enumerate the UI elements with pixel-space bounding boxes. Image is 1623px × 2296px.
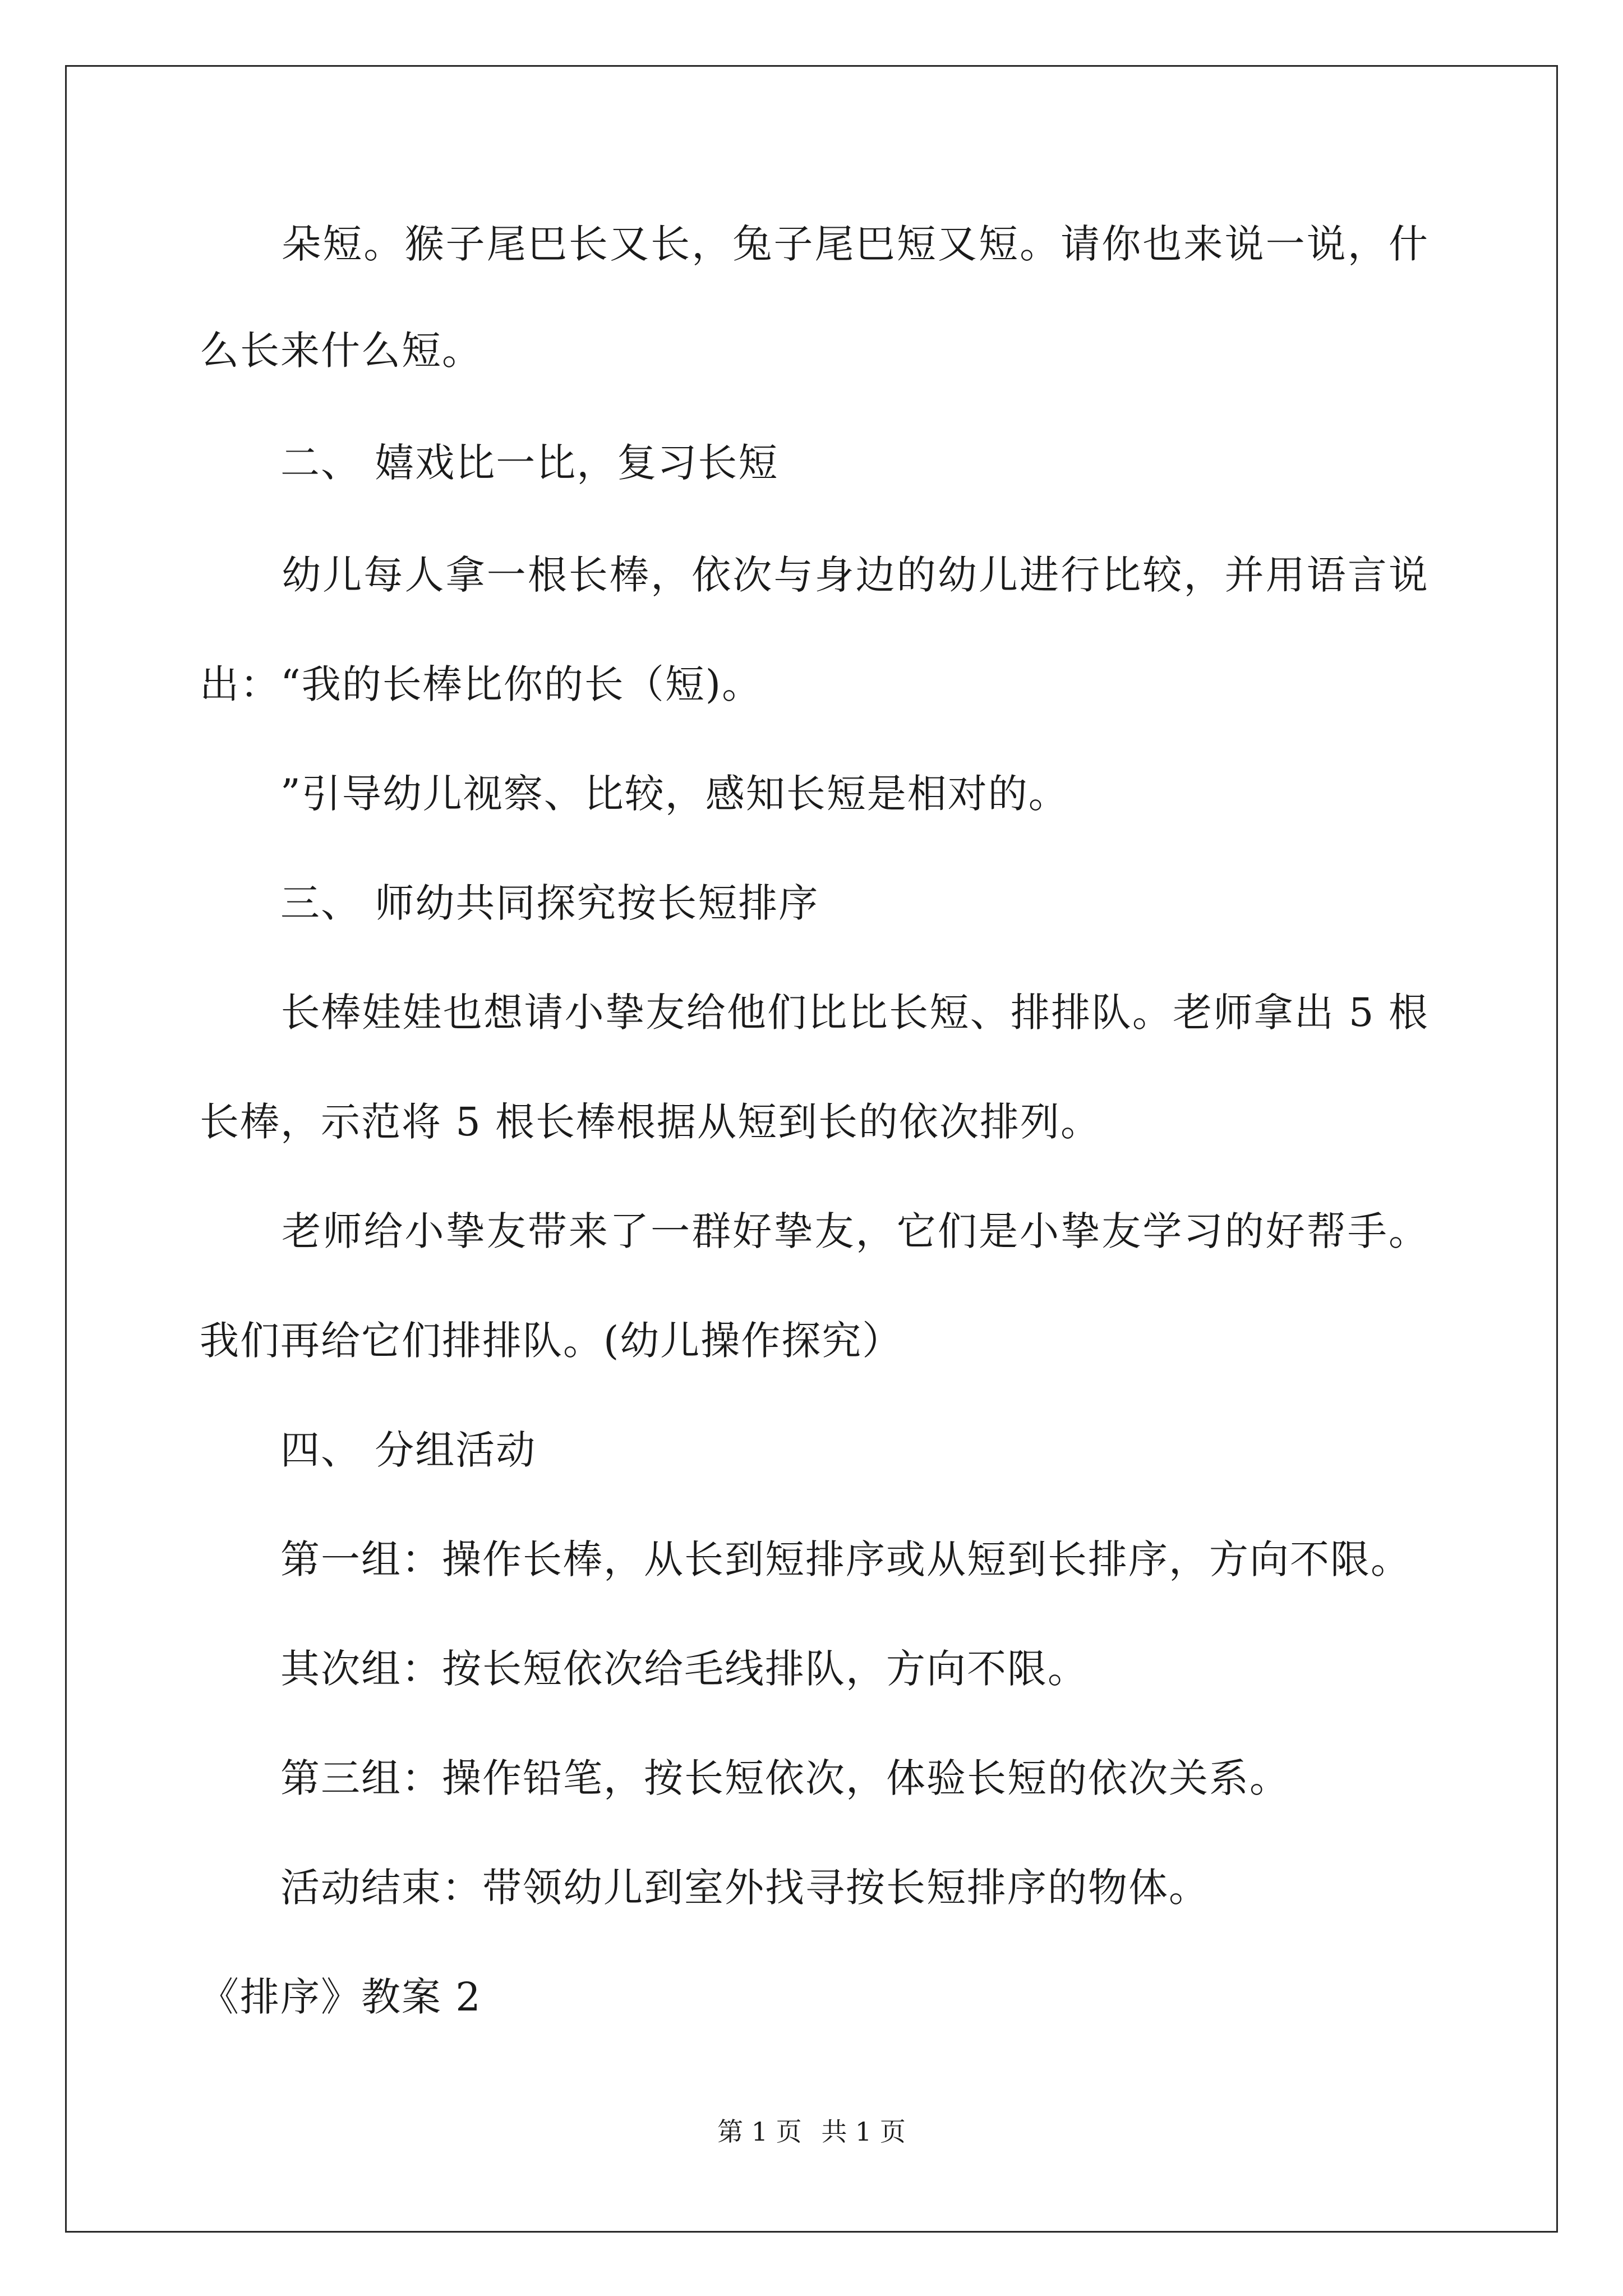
- paragraph-line-1: 朵短。猴子尾巴长又长，兔子尾巴短又短。请你也来说一说，什: [200, 221, 1429, 267]
- paragraph-line-4: 幼儿每人拿一根长棒，依次与身边的幼儿进行比较，并用语言说: [200, 552, 1429, 598]
- paragraph-line-16: 活动结束：带领幼儿到室外找寻按长短排序的物体。: [200, 1865, 1209, 1911]
- paragraph-line-15: 第三组：操作铅笔，按长短依次，体验长短的依次关系。: [200, 1755, 1290, 1801]
- section-heading-2: 二、 嬉戏比一比，复习长短: [200, 440, 779, 486]
- paragraph-line-14: 其次组：按长短依次给毛线排队，方向不限。: [200, 1646, 1088, 1692]
- page-footer: [0, 2115, 1623, 2148]
- page-total: 共 1 页: [821, 2116, 906, 2147]
- paragraph-line-9: 长棒，示范将 5 根长棒根据从短到长的依次排列。: [200, 1099, 1101, 1145]
- paragraph-line-2: 么长来什么短。: [200, 328, 482, 374]
- paragraph-line-13: 第一组：操作长棒，从长到短排序或从短到长排序，方向不限。: [200, 1536, 1411, 1582]
- paragraph-line-5: 出：“我的长棒比你的长（短)。: [200, 661, 763, 707]
- section-heading-3: 三、 师幼共同探究按长短排序: [200, 880, 819, 926]
- paragraph-line-6: ”引导幼儿视察、比较，感知长短是相对的。: [200, 771, 1069, 817]
- paragraph-line-11: 我们再给它们排排队。(幼儿操作探究）: [200, 1318, 903, 1364]
- document-subtitle: 《排序》教案 2: [200, 1974, 482, 2020]
- section-heading-4: 四、 分组活动: [200, 1427, 537, 1473]
- paragraph-line-10: 老师给小挚友带来了一群好挚友，它们是小挚友学习的好帮手。: [200, 1208, 1429, 1254]
- paragraph-line-8: 长棒娃娃也想请小挚友给他们比比长短、排排队。老师拿出 5 根: [200, 990, 1429, 1036]
- page-number: 第 1 页: [717, 2116, 802, 2147]
